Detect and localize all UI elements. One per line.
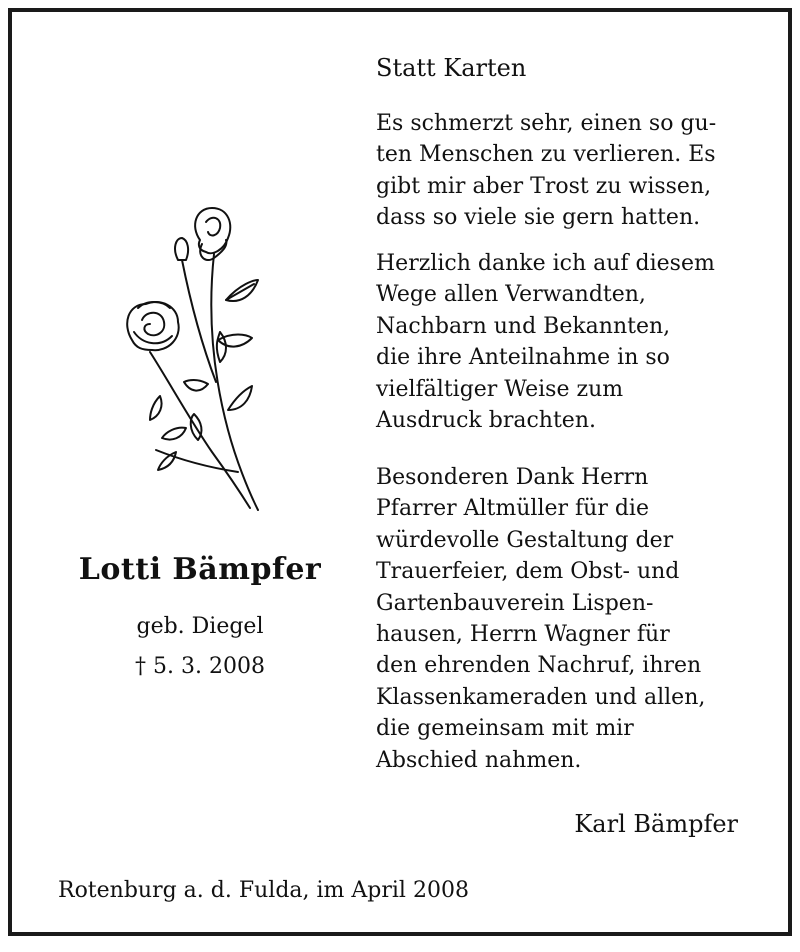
place-date: Rotenburg a. d. Fulda, im April 2008: [58, 878, 469, 903]
signature: Karl Bämpfer: [574, 810, 738, 838]
paragraph-line: gibt mir aber Trost zu wissen,: [376, 173, 712, 199]
deceased-death-date: † 5. 3. 2008: [135, 654, 265, 679]
paragraph-line: Trauerfeier, dem Obst- und: [376, 559, 680, 585]
obituary-notice: [8, 8, 792, 936]
paragraph-line: den ehrenden Nachruf, ihren: [376, 653, 702, 679]
notice-heading: Statt Karten: [376, 54, 527, 82]
rose-icon: [116, 200, 286, 520]
paragraph-line: Nachbarn und Bekannten,: [376, 313, 671, 339]
deceased-name: Lotti Bämpfer: [78, 552, 322, 587]
paragraph-line: Herzlich danke ich auf diesem: [376, 251, 715, 276]
paragraph-line: Ausdruck brachten.: [376, 408, 596, 434]
paragraph-line: hausen, Herrn Wagner für: [376, 622, 670, 648]
paragraph-line: Wege allen Verwandten,: [376, 282, 646, 308]
paragraph-line: Abschied nahmen.: [376, 747, 582, 773]
paragraph-line: würdevolle Gestaltung der: [376, 527, 674, 553]
paragraph-line: ten Menschen zu verlieren. Es: [376, 142, 716, 168]
deceased-maiden-name: geb. Diegel: [136, 614, 264, 639]
paragraph-line: Besonderen Dank Herrn: [376, 465, 649, 490]
paragraph-line: die gemeinsam mit mir: [376, 716, 634, 742]
thanks-paragraph: [376, 462, 705, 776]
thanks-paragraph: [376, 108, 716, 234]
paragraph-line: Pfarrer Altmüller für die: [376, 496, 649, 522]
paragraph-line: die ihre Anteilnahme in so: [376, 345, 670, 371]
paragraph-line: Gartenbauverein Lispen-: [376, 590, 654, 616]
paragraph-line: dass so viele sie gern hatten.: [376, 205, 701, 231]
paragraph-line: vielfältiger Weise zum: [376, 376, 624, 402]
thanks-paragraph: [376, 248, 715, 436]
paragraph-line: Es schmerzt sehr, einen so gu-: [376, 111, 717, 136]
paragraph-line: Klassenkameraden und allen,: [376, 684, 706, 710]
